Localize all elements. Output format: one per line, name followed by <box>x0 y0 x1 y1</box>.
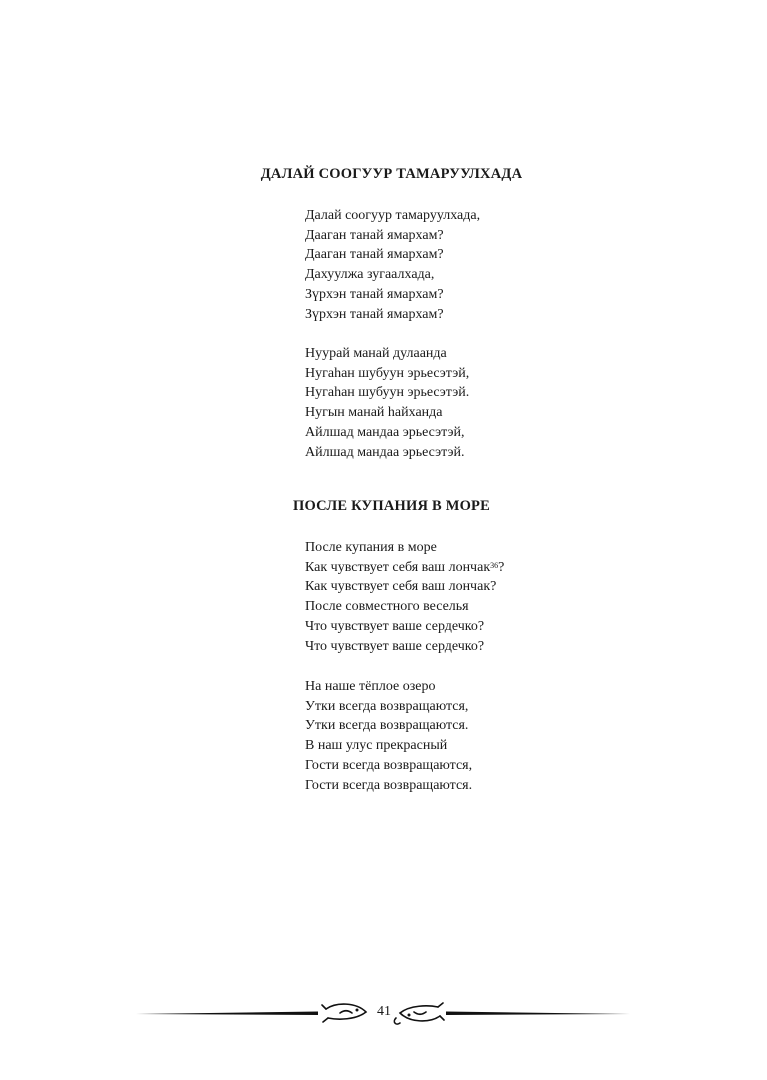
stanza-2 <box>305 344 469 462</box>
verse-line: Гости всегда возвращаются, <box>305 757 473 773</box>
page-number: 41 <box>377 1004 391 1019</box>
verse-line: Гости всегда возвращаются. <box>305 777 473 793</box>
verse-line: Айлшад мандаа эрьесэтэй, <box>305 424 465 440</box>
poem-title-1: ДАЛАЙ СООГУУР ТАМАРУУЛХАДА <box>260 166 523 182</box>
verse-line: Утки всегда возвращаются, <box>305 698 469 714</box>
fish-icon <box>322 1004 366 1022</box>
verse-punctuation: ? <box>498 559 505 575</box>
verse-line: В наш улус прекрасный <box>305 738 448 754</box>
stanza-4 <box>305 677 472 795</box>
stanza-3 <box>305 538 504 656</box>
verse-line: Что чувствует ваше сердечко? <box>305 618 485 634</box>
verse-line: После купания в море <box>305 540 437 555</box>
verse-line: Дааган танай ямархам? <box>305 247 444 263</box>
verse-line: Далай соогуур тамаруулхада, <box>305 208 481 223</box>
verse-line: Айлшад мандаа эрьесэтэй. <box>305 444 465 460</box>
verse-line: Что чувствует ваше сердечко? <box>305 638 485 654</box>
footer-rule-left <box>136 1012 318 1016</box>
footnote-marker[interactable]: 36 <box>490 560 499 570</box>
verse-line: Нугаһан шубуун эрьесэтэй, <box>305 365 470 381</box>
verse-text: Как чувствует себя ваш лончак <box>305 559 491 575</box>
verse-line: Нуурай манай дулаанда <box>305 346 447 361</box>
poem-title-2: ПОСЛЕ КУПАНИЯ В МОРЕ <box>292 498 490 514</box>
verse-line: Нугын манай һайханда <box>305 405 443 421</box>
verse-line: Нугаһан шубуун эрьесэтэй. <box>305 385 470 401</box>
verse-line: Как чувствует себя ваш лончак? <box>305 579 497 595</box>
verse-line: Утки всегда возвращаются. <box>305 718 469 734</box>
verse-line: Зүрхэн танай ямархам? <box>305 286 444 302</box>
verse-line-with-footnote <box>305 558 504 578</box>
fish-icon <box>394 1003 444 1024</box>
verse-line: Дааган танай ямархам? <box>305 227 444 243</box>
verse-line: На наше тёплое озеро <box>305 679 436 694</box>
verse-line: Дахуулжа зугаалхада, <box>305 267 435 283</box>
verse-line: Зүрхэн танай ямархам? <box>305 306 444 322</box>
verse-line: После совместного веселья <box>305 599 469 615</box>
footer-rule-right <box>446 1012 630 1016</box>
stanza-1 <box>305 206 480 324</box>
